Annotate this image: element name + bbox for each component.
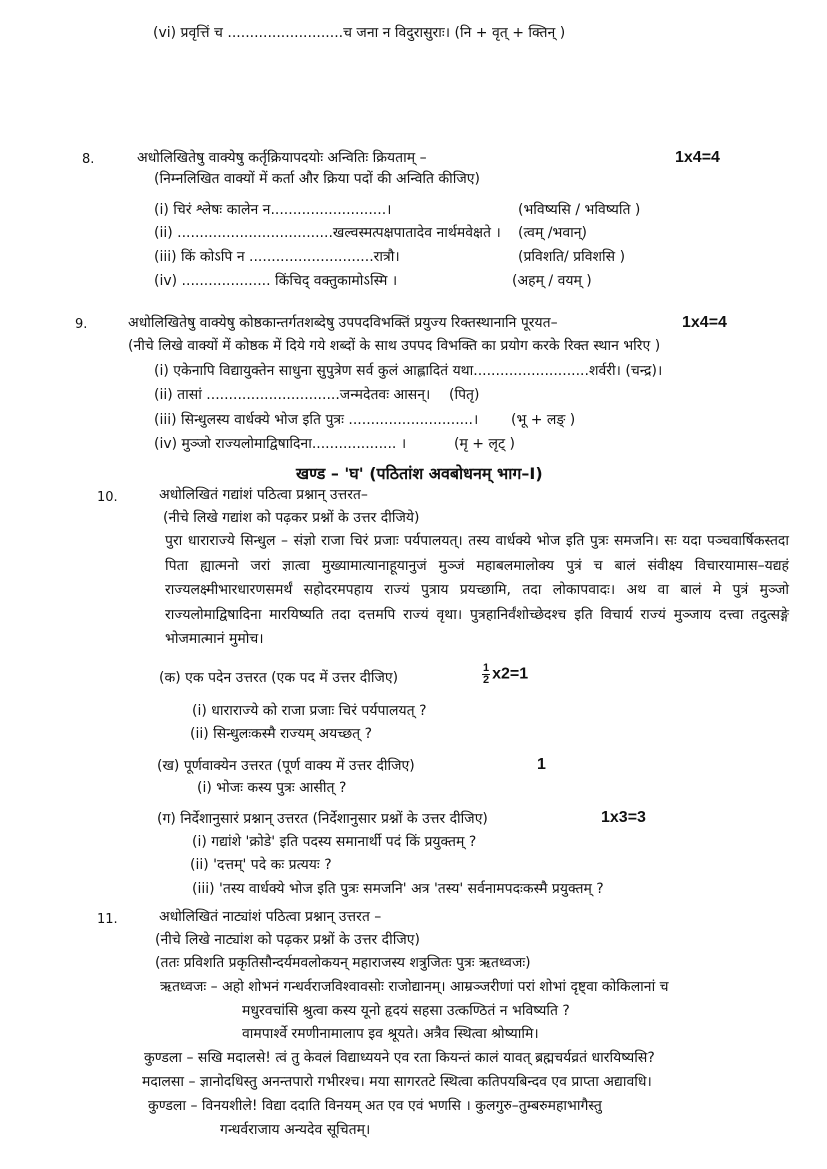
dialogue-line: मदालसा – ज्ञानोदधिस्तु अनन्तपारो गभीरश्च। मया सागरतटे स्थित्वा कतिपयबिन्दव एव प्राप्ता अद्यावधि। [142,1074,652,1090]
question-9-option: (मृ + लृट् ) [454,436,515,452]
marks-multiplier: x2=1 [492,665,529,683]
dialogue-line: कुण्डला – सखि मदालसे! त्वं तु केवलं विद्याध्ययने एव रता कियन्तं कालं यावत् ब्रह्मचर्यव्रतं धारयिष्यसि? [144,1050,655,1066]
question-10-part-b-item: (i) भोजः कस्य पुत्रः आसीत् ? [197,780,347,796]
question-10-part-c-item: (ii) 'दत्तम्' पदे कः प्रत्ययः ? [190,857,332,873]
question-8-marks: 1x4=4 [675,149,720,166]
question-11-hindi: (नीचे लिखे नाट्यांश को पढ़कर प्रश्नों के उत्तर दीजिए) [155,932,420,948]
question-8-hindi: (निम्नलिखित वाक्यों में कर्ता और क्रिया पदों की अन्विति कीजिए) [154,171,481,187]
dialogue-line: मधुरवचांसि श्रुत्वा कस्य यूनो हृदयं सहसा उत्कण्ठितं न भविष्यति ? [242,1003,570,1019]
question-11-number: 11. [97,912,118,927]
dialogue-line: गन्धर्वराजाय अन्यदेव सूचितम्। [220,1122,371,1138]
question-10-part-a-item: (i) धाराराज्ये को राजा प्रजाः चिरं पर्यपालयत् ? [192,703,427,719]
dialogue-line: ऋतध्वजः – अहो शोभनं गन्धर्वराजविश्वावसोः राजोद्यानम्। आम्रञ्जरीणां परां शोभां दृष्ट्वा कोकिलानां च [160,979,669,995]
question-8-number: 8. [82,152,95,167]
marks-fraction-numerator: 1 [483,662,490,674]
question-11-title: अधोलिखितं नाट्यांशं पठित्वा प्रश्नान् उत्तरत – [159,909,382,925]
question-vi: (vi) प्रवृत्तिं च ..........................च जना न विदुरासुराः। (नि + वृत् + क्तिन् ) [153,25,566,41]
question-8-item: (ii) ...................................खल्वस्मत्पक्षपातादेव नार्थमवेक्षते । [154,225,501,241]
question-9-hindi: (नीचे लिखे वाक्यों में कोष्ठक में दिये गये शब्दों के साथ उपपद विभक्ति का प्रयोग करके रिक्त स्थान भरिए ) [128,338,661,354]
question-9-item: (i) एकेनापि विद्यायुक्तेन साधुना सुपुत्रेण सर्व कुलं आह्लादितं यथा..........................शर्वरी। (चन्द्र)। [154,363,663,379]
question-9-number: 9. [75,317,88,332]
question-8-item: (iii) किं कोऽपि न ............................रात्रौ। [154,249,400,265]
question-9-marks: 1x4=4 [682,314,727,331]
question-10-part-c-label: (ग) निर्देशानुसारं प्रश्नान् उत्तरत (निर्देशानुसार प्रश्नों के उत्तर दीजिए) [157,811,488,827]
question-10-part-c-marks: 1x3=3 [601,809,646,826]
marks-fraction-denominator: 2 [483,674,490,686]
question-9-title: अधोलिखितेषु वाक्येषु कोष्ठकान्तर्गतशब्देषु उपपदविभक्तिं प्रयुज्य रिक्तस्थानानि पूरयत– [128,315,558,331]
question-10-part-a-marks [482,663,528,686]
question-9-item: (iv) मुञ्जो राज्यलोमाद्विषादिना................... । [154,436,407,452]
question-10-hindi: (नीचे लिखे गद्यांश को पढ़कर प्रश्नों के उत्तर दीजिये) [163,510,420,526]
question-10-part-c-item: (i) गद्यांशे 'क्रोडे' इति पदस्य समानार्थी पदं किं प्रयुक्तम् ? [192,834,477,850]
question-8-title: अधोलिखितेषु वाक्येषु कर्तृक्रियापदयोः अन्वितिः क्रियताम् – [137,150,427,166]
question-10-number: 10. [97,490,118,505]
question-10-part-b-marks: 1 [537,756,546,773]
question-10-part-c-item: (iii) 'तस्य वार्धक्ये भोज इति पुत्रः समजनि' अत्र 'तस्य' सर्वनामपदःकस्मै प्रयुक्तम् ? [192,881,604,897]
question-8-option: (त्वम् /भवान्) [518,225,587,241]
question-10-part-a-item: (ii) सिन्धुलःकस्मै राज्यम् अयच्छत् ? [190,726,373,742]
question-9-option: (भू + लङ् ) [511,412,576,428]
question-10-title: अधोलिखितं गद्यांशं पठित्वा प्रश्नान् उत्तरत– [159,487,368,503]
question-8-item: (i) चिरं श्लेषः कालेन न..........................। [154,202,392,218]
question-10-part-b-label: (ख) पूर्णवाक्येन उत्तरत (पूर्ण वाक्य में उत्तर दीजिए) [157,758,415,774]
question-10-passage: पुरा धाराराज्ये सिन्धुल – संज्ञो राजा चिरं प्रजाः पर्यपालयत्। तस्य वार्धक्ये भोज इति पुत्रः समजनि। सः यदा पञ्चवार्षिकस्तदा पिता ह्यात्मनो जरां ज्ञात्वा मुख्यामात्यानाहूयानुजं मुञ्जं महाबलमालोक्य पुत्रं च बालं संवीक्ष्य विचारयामास–यद्यहं राज्यलक्ष्मीभारधारणसमर्थं सहोदरमपहाय राज्यं पुत्राय प्रयच्छामि, तदा लोकापवादः। अथ वा बालं मे पुत्रं मुञ्जो राज्यलोमाद्विषादिना मारयिष्यति तदा दत्तमपि राज्यं वृथा। पुत्रहानिर्वंशोच्छेदश्च इति विचार्य राज्यं मुञ्जाय दत्त्वा तदुत्सङ्गे भोजमात्मानं मुमोच। [165,533,789,647]
question-9-item: (iii) सिन्धुलस्य वार्धक्ये भोज इति पुत्रः ............................। [154,412,479,428]
dialogue-line: वामपार्श्वे रमणीनामालाप इव श्रूयते। अत्रैव स्थित्वा श्रोष्यामि। [242,1026,539,1042]
question-10-part-a-label: (क) एक पदेन उत्तरत (एक पद में उत्तर दीजिए) [159,670,399,686]
question-9-item: (ii) तासां ..............................जन्मदेतवः आसन्। [154,387,431,403]
question-8-option: (अहम् / वयम् ) [512,273,592,289]
section-heading: खण्ड – 'घ' (पठितांश अवबोधनम् भाग–I) [296,464,543,483]
question-8-item: (iv) .................... किंचिद् वक्तुकामोऽस्मि । [154,273,398,289]
question-11-stage-direction: (ततः प्रविशति प्रकृतिसौन्दर्यमवलोकयन् महाराजस्य शत्रुजितः पुत्रः ऋतध्वजः) [155,955,531,971]
dialogue-line: कुण्डला – विनयशीले! विद्या ददाति विनयम् अत एव एवं भणसि । कुलगुरु–तुम्बरुमहाभागैस्तु [148,1098,602,1114]
question-8-option: (प्रविशति/ प्रविशसि ) [518,249,626,265]
question-9-option: (पितृ) [449,387,480,403]
question-8-option: (भविष्यसि / भविष्यति ) [518,202,641,218]
